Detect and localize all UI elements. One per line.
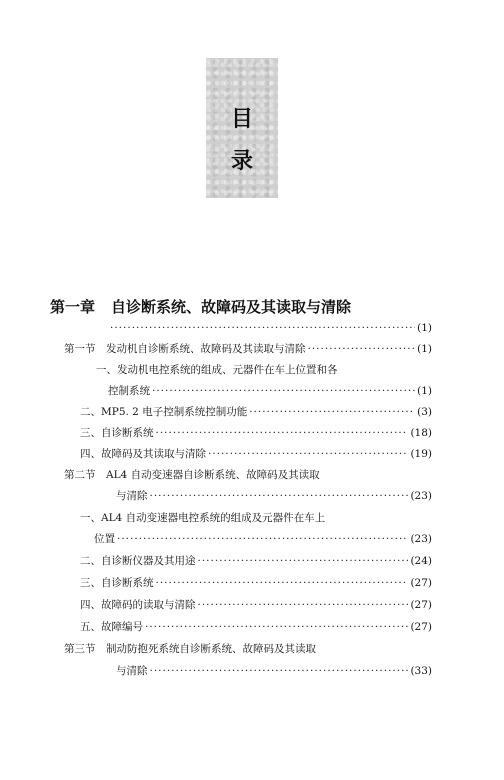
toc-entry[interactable] [80, 402, 432, 422]
toc-entry[interactable] [80, 617, 432, 637]
toc-entry-label: 控制系统 [108, 385, 150, 397]
dot-leader [150, 486, 409, 506]
toc-entry-page: (18) [410, 427, 432, 439]
toc-entry[interactable] [116, 661, 432, 681]
dot-leader [152, 381, 415, 401]
toc-title-block [206, 58, 278, 198]
toc-entry[interactable] [64, 339, 432, 359]
toc-entry-label: 位置 [94, 533, 115, 545]
toc-entry-page: (1) [417, 322, 432, 334]
toc-entry-label: 四、故障码的读取与清除 [80, 599, 196, 611]
dot-leader [145, 617, 408, 637]
toc-entry-page: (23) [410, 490, 432, 502]
toc-entry-label: 三、自诊断系统 [80, 427, 154, 439]
dot-leader [198, 551, 409, 571]
dot-leader [249, 402, 415, 422]
toc-entry[interactable] [80, 595, 432, 615]
dot-leader [110, 318, 415, 338]
toc-entry-label: 第二节 AL4 自动变速器自诊断系统、故障码及其读取 [64, 469, 320, 481]
toc-entry[interactable] [80, 573, 432, 593]
toc-entry[interactable] [108, 381, 432, 401]
dot-leader [156, 423, 409, 443]
toc-entry[interactable] [80, 551, 432, 571]
toc-entry-page: (24) [410, 555, 432, 567]
toc-entry-page: (27) [410, 599, 432, 611]
toc-entry-label: 一、AL4 自动变速器电控系统的组成及元器件在车上 [80, 512, 326, 524]
chapter-number: 第一章 [50, 298, 96, 316]
toc-entry-label: 五、故障编号 [80, 621, 143, 633]
toc-entry-page: (3) [417, 406, 432, 418]
toc-entry[interactable] [80, 444, 432, 464]
toc-entry-page: (33) [410, 665, 432, 677]
toc-entry-page: (1) [417, 343, 432, 355]
toc-entry[interactable] [80, 423, 432, 443]
dot-leader [156, 573, 409, 593]
dot-leader [308, 339, 416, 359]
toc-entry-label: 与清除 [116, 665, 148, 677]
toc-entry-label: 二、MP5. 2 电子控制系统控制功能 [80, 406, 248, 418]
toc-entry-page: (23) [410, 533, 432, 545]
toc-entry-label: 第一节 发动机自诊断系统、故障码及其读取与清除 [64, 343, 306, 355]
toc-entry[interactable] [94, 529, 432, 549]
toc-entry-page: (1) [417, 385, 432, 397]
dot-leader [208, 444, 408, 464]
chapter-heading [50, 296, 351, 317]
toc-entry-label: 三、自诊断系统 [80, 577, 154, 589]
dot-leader [198, 595, 409, 615]
dot-leader [150, 661, 409, 681]
dot-leader [117, 529, 408, 549]
toc-title-char-1: 目 [230, 106, 253, 132]
toc-entry-page: (19) [410, 448, 432, 460]
toc-entry[interactable] [116, 486, 432, 506]
toc-entry-page: (27) [410, 577, 432, 589]
toc-entry-label: 二、自诊断仪器及其用途 [80, 555, 196, 567]
toc-entry-label: 第三节 制动防抱死系统自诊断系统、故障码及其读取 [64, 643, 316, 655]
toc-entry-label: 与清除 [116, 490, 148, 502]
toc-entry-label: 一、发动机电控系统的组成、元器件在车上位置和各 [96, 364, 338, 376]
chapter-title: 自诊断系统、故障码及其读取与清除 [111, 298, 352, 316]
toc-entry[interactable] [108, 318, 432, 338]
toc-title-char-2: 录 [230, 148, 253, 174]
toc-entry-page: (27) [410, 621, 432, 633]
toc-entry-label: 四、故障码及其读取与清除 [80, 448, 206, 460]
